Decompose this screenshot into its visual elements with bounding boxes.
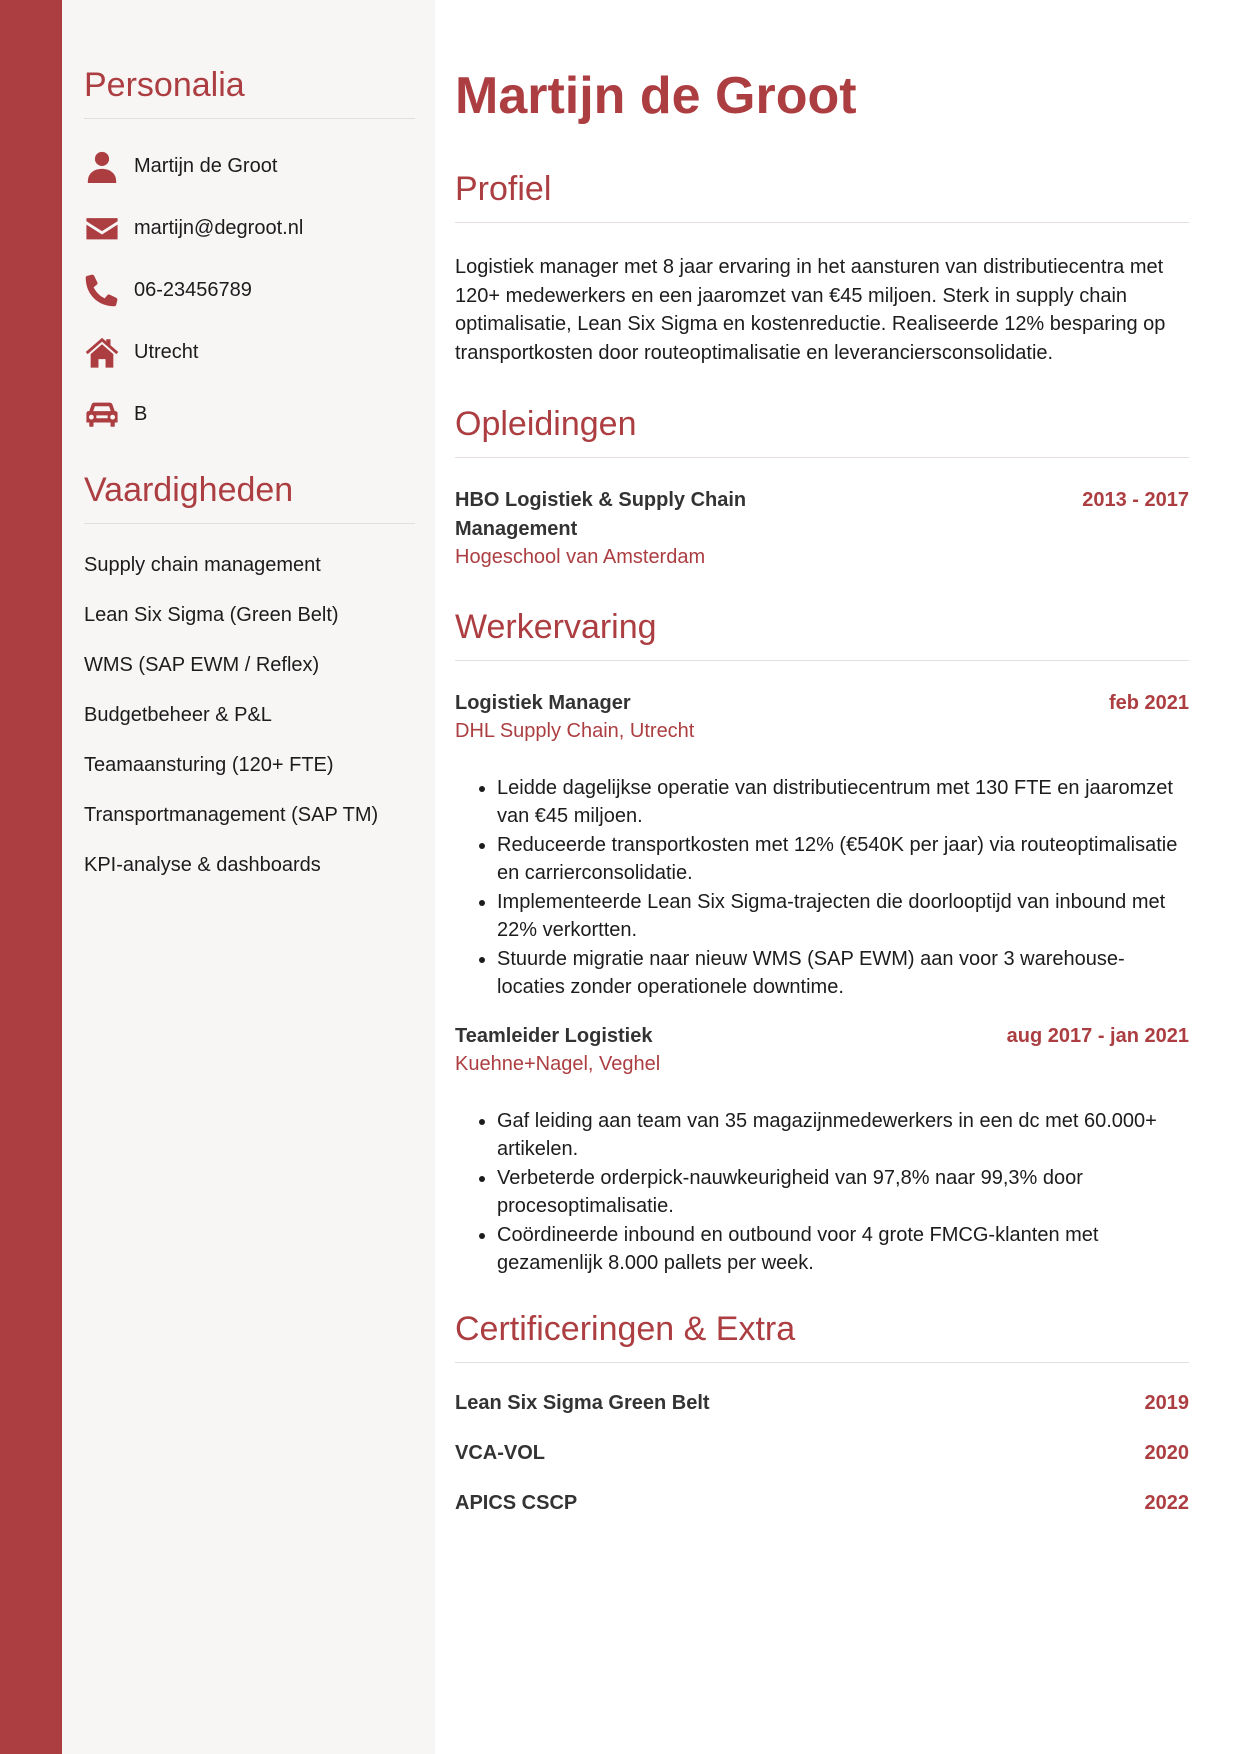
- certification-year: 2019: [1144, 1391, 1189, 1414]
- job-title: Teamleider Logistiek: [455, 1024, 653, 1047]
- certification-name: Lean Six Sigma Green Belt: [455, 1391, 710, 1414]
- skills-heading: Vaardigheden: [84, 471, 294, 509]
- phone-icon: [84, 272, 120, 308]
- job-date: feb 2021: [1108, 691, 1189, 714]
- profile-heading: Profiel: [455, 170, 552, 208]
- contact-phone: [84, 259, 415, 321]
- user-icon: [84, 148, 120, 184]
- divider: [84, 118, 415, 119]
- home-icon: [84, 334, 120, 370]
- profile-text: Logistiek manager met 8 jaar ervaring in het aansturen van distributiecentra met 120+ medewerkers en een jaaromzet van €45 miljoen. Sterk in supply chain optimalisatie, Lean Six Sigma en kostenreductie. Realiseerde 12% besparing op transportkosten door routeoptimalisatie en leveranciersconsolidatie.: [455, 256, 1166, 364]
- skill-item: Lean Six Sigma (Green Belt): [84, 604, 339, 626]
- skill-item: Teamaansturing (120+ FTE): [84, 754, 334, 776]
- certification-row: [455, 1389, 1189, 1439]
- education-heading: Opleidingen: [455, 405, 637, 443]
- divider: [455, 660, 1189, 661]
- contact-phone-text[interactable]: 06-23456789: [134, 278, 252, 301]
- contact-email: [84, 197, 415, 259]
- certification-name: VCA-VOL: [455, 1441, 545, 1464]
- contact-location-text: Utrecht: [134, 340, 199, 363]
- job-bullet: • Stuurde migratie naar nieuw WMS (SAP EWM) aan voor 3 warehouse-locaties zonder operationele downtime.: [497, 945, 1189, 1002]
- job-bullets: [455, 774, 1189, 1002]
- skill-item: KPI-analyse & dashboards: [84, 854, 321, 876]
- degree-title: HBO Logistiek & Supply Chain Management: [455, 489, 747, 540]
- job-bullet: • Implementeerde Lean Six Sigma-trajecten die doorlooptijd van inbound met 22% verkortten.: [497, 888, 1189, 945]
- personalia-heading: Personalia: [84, 66, 245, 104]
- skills-list: [84, 554, 415, 904]
- job-bullet: • Gaf leiding aan team van 35 magazijnmedewerkers in een dc met 60.000+ artikelen.: [497, 1107, 1189, 1164]
- education-entry: [455, 486, 1189, 572]
- job-entry: [455, 1022, 1189, 1278]
- sidebar: [62, 0, 435, 1754]
- divider: [455, 457, 1189, 458]
- certification-row: [455, 1489, 1189, 1539]
- certifications-heading: Certificeringen & Extra: [455, 1309, 796, 1348]
- contact-location: [84, 321, 415, 383]
- candidate-name: Martijn de Groot: [455, 67, 857, 125]
- job-bullet: • Leidde dagelijkse operatie van distributiecentrum met 130 FTE en jaaromzet van €45 miljoen.: [497, 774, 1189, 831]
- job-entry: [455, 689, 1189, 1002]
- contact-list: [84, 135, 415, 445]
- job-date: aug 2017 - jan 2021: [1006, 1024, 1189, 1047]
- certification-year: 2020: [1144, 1441, 1189, 1464]
- job-company: DHL Supply Chain, Utrecht: [455, 720, 695, 742]
- accent-bar: [0, 0, 62, 1754]
- envelope-icon: [84, 210, 120, 246]
- certification-row: [455, 1439, 1189, 1489]
- job-company: Kuehne+Nagel, Veghel: [455, 1053, 661, 1075]
- job-bullets: [455, 1107, 1189, 1278]
- certifications-list: [455, 1389, 1189, 1539]
- school-name: Hogeschool van Amsterdam: [455, 546, 706, 568]
- contact-email-text[interactable]: martijn@degroot.nl: [134, 216, 304, 239]
- contact-name: [84, 135, 415, 197]
- skill-item: Budgetbeheer & P&L: [84, 704, 272, 726]
- job-bullet: • Reduceerde transportkosten met 12% (€540K per jaar) via routeoptimalisatie en carrierconsolidatie.: [497, 831, 1189, 888]
- contact-name-text: Martijn de Groot: [134, 154, 278, 177]
- job-title: Logistiek Manager: [455, 691, 631, 714]
- skill-item: WMS (SAP EWM / Reflex): [84, 654, 320, 676]
- experience-heading: Werkervaring: [455, 607, 657, 646]
- divider: [455, 222, 1189, 223]
- job-bullet: • Coördineerde inbound en outbound voor 4 grote FMCG-klanten met gezamenlijk 8.000 pallets per week.: [497, 1221, 1189, 1278]
- car-icon: [84, 396, 120, 432]
- education-date: 2013 - 2017: [1082, 489, 1189, 511]
- skill-item: Transportmanagement (SAP TM): [84, 804, 379, 826]
- divider: [84, 523, 415, 524]
- divider: [455, 1362, 1189, 1363]
- main-content: [435, 0, 1241, 1754]
- contact-license: [84, 383, 415, 445]
- certification-name: APICS CSCP: [455, 1491, 578, 1514]
- certification-year: 2022: [1144, 1491, 1189, 1514]
- contact-license-text: B: [134, 402, 148, 425]
- job-bullet: • Verbeterde orderpick-nauwkeurigheid van 97,8% naar 99,3% door procesoptimalisatie.: [497, 1164, 1189, 1221]
- skill-item: Supply chain management: [84, 554, 321, 576]
